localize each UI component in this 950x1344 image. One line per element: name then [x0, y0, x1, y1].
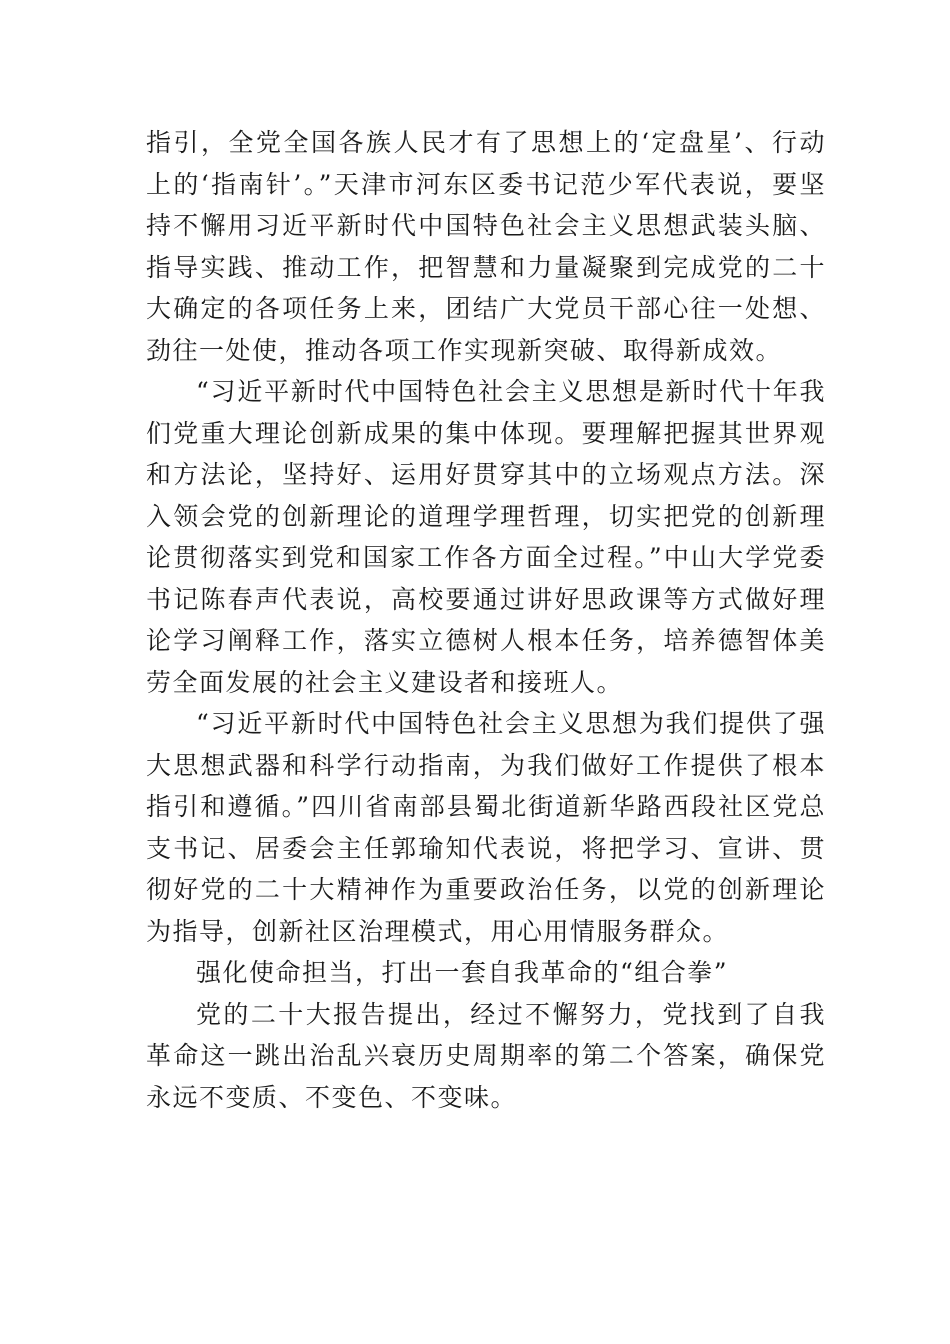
- paragraph-2: “习近平新时代中国特色社会主义思想是新时代十年我们党重大理论创新成果的集中体现。要理解把握其世界观和方法论，坚持好、运用好贯穿其中的立场观点方法。深入领会党的创新理论的道理学理哲理，切实把党的创新理论贯彻落实到党和国家工作各方面全过程。”中山大学党委书记陈春声代表说，高校要通过讲好思政课等方式做好理论学习阐释工作，落实立德树人根本任务，培养德智体美劳全面发展的社会主义建设者和接班人。: [146, 377, 826, 697]
- section-heading: 强化使命担当，打出一套自我革命的“组合拳”: [196, 958, 729, 987]
- paragraph-3: “习近平新时代中国特色社会主义思想为我们提供了强大思想武器和科学行动指南，为我们做好工作提供了根本指引和遵循。”四川省南部县蜀北街道新华路西段社区党总支书记、居委会主任郭瑜知代表说，将把学习、宣讲、贯彻好党的二十大精神作为重要政治任务，以党的创新理论为指导，创新社区治理模式，用心用情服务群众。: [146, 709, 826, 946]
- document-body: [146, 122, 826, 1118]
- paragraph-4: 党的二十大报告提出，经过不懈努力，党找到了自我革命这一跳出治乱兴衰历史周期率的第二个答案，确保党永远不变质、不变色、不变味。: [146, 999, 826, 1112]
- paragraph-1: 指引，全党全国各族人民才有了思想上的‘定盘星’、行动上的‘指南针’。”天津市河东区委书记范少军代表说，要坚持不懈用习近平新时代中国特色社会主义思想武装头脑、指导实践、推动工作，把智慧和力量凝聚到完成党的二十大确定的各项任务上来，团结广大党员干部心往一处想、劲往一处使，推动各项工作实现新突破、取得新成效。: [146, 128, 826, 365]
